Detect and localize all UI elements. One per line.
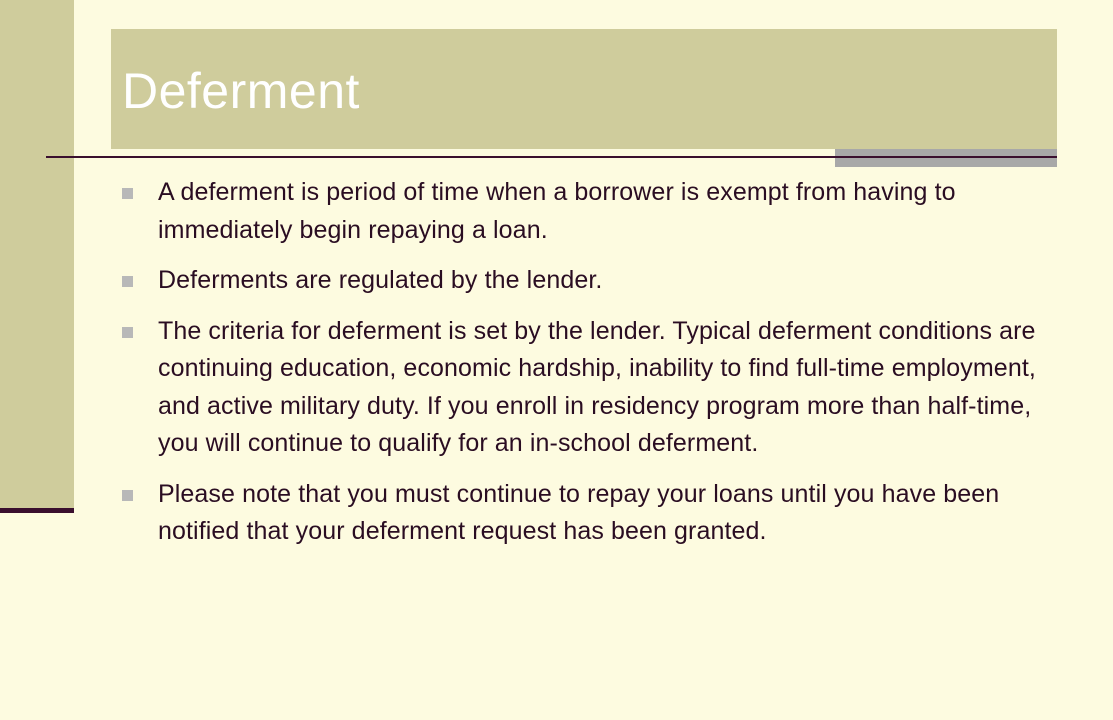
square-bullet-icon [122, 188, 133, 199]
bullet-item [122, 262, 1057, 300]
square-bullet-icon [122, 327, 133, 338]
title-right-tab-rule [835, 156, 1057, 158]
square-bullet-icon [122, 490, 133, 501]
title-right-tab [835, 149, 1057, 167]
bullet-item [122, 174, 1057, 249]
left-accent-rule [0, 508, 74, 513]
bullet-text: Please note that you must continue to repay your loans until you have been notified that your deferment request has been granted. [158, 479, 1000, 545]
bullet-item [122, 313, 1057, 463]
bullet-list [122, 174, 1057, 564]
bullet-text: The criteria for deferment is set by the lender. Typical deferment conditions are continuing education, economic hardship, inability to find full-time employment, and active military duty. If you enroll in residency program more than half-time, you will continue to qualify for an in-school deferment. [158, 316, 1036, 457]
bullet-text: A deferment is period of time when a borrower is exempt from having to immediately begin repaying a loan. [158, 178, 956, 244]
bullet-text: Deferments are regulated by the lender. [158, 266, 603, 294]
square-bullet-icon [122, 276, 133, 287]
title-banner [111, 29, 1057, 149]
bullet-item [122, 476, 1057, 551]
left-decorative-band [0, 0, 74, 510]
slide-title: Deferment [122, 63, 360, 119]
